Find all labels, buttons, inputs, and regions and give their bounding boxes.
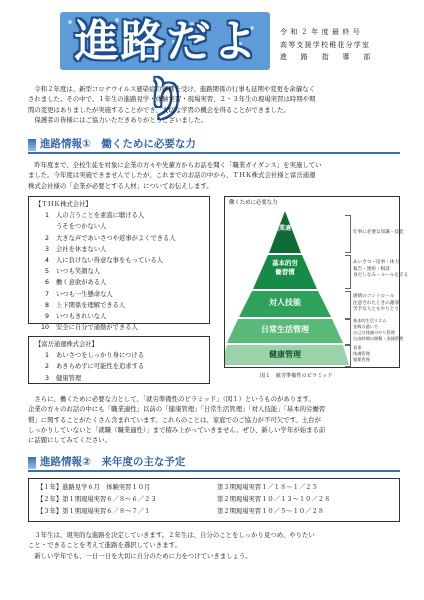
list-item-text: 会社を休まない人 <box>56 245 107 253</box>
pyramid-label-5: 健康管理 <box>269 350 301 359</box>
schedule-right: 第２期現場実習１０／１３～１０／２８ <box>217 495 331 503</box>
closing-line: ３年生は、現実的な進路を決定していきます。２年生は、自分のことをしっかり見つめ、やりたい <box>28 531 315 539</box>
list-item <box>35 350 209 361</box>
list-item-text: いつも一生懸命な人 <box>56 290 113 298</box>
schedule-left: 【１年】進路見学６月 体験実習１０月 <box>37 484 151 491</box>
list-item <box>35 311 209 322</box>
bracket-1 <box>345 215 351 253</box>
list-item-number: 7 <box>44 290 49 298</box>
issue-line: 令和２年度最終号 <box>280 28 364 36</box>
list-item <box>35 322 209 333</box>
list-item-number: 8 <box>44 301 49 309</box>
bracket-3 <box>345 291 351 319</box>
schedule-box <box>28 478 400 522</box>
section-header-1 <box>28 136 400 154</box>
list-item <box>35 266 209 277</box>
schedule-left: 【２年】第１期現場実習６／８～６／２３ <box>37 495 157 503</box>
list-item <box>35 244 209 255</box>
pyramid-label-2: 基本的労働習慣 <box>272 259 298 276</box>
list-item-text: あいさつをしっかり身につける <box>56 352 145 360</box>
intro-line: されました。その中で、１年生の進路見学・体験実習・現場実習、２・３年生の現場実習は時期や期 <box>28 95 316 104</box>
pyramid-note-1: 仕事に必要な知識・技能 <box>353 230 404 235</box>
schedule-right: 第３期現場実習１／１８～１／２５ <box>217 484 318 491</box>
list-item-number: 5 <box>44 268 49 276</box>
list-item <box>35 277 209 288</box>
section1-after <box>28 394 400 445</box>
after-line: 企業の方々のお話の中にも「職業適性」以前の「健康管理」「日常生活管理」「対人技能」「基本的労働習 <box>28 405 326 414</box>
pyramid-note-3: 感情のコントロール 注意されたときの謝罪 苦手な人ともやりとり <box>353 294 399 313</box>
issue-line: 進 路 指 導 部 <box>280 53 374 61</box>
pyramid-label-1: 職業適性 <box>273 225 298 232</box>
list-item <box>35 233 209 244</box>
newsletter-title: 進路だより <box>74 16 259 125</box>
list-item-number: 3 <box>44 245 49 253</box>
list-item <box>35 300 209 311</box>
pyramid-svg <box>225 197 404 369</box>
bracket-4 <box>345 319 351 345</box>
list-item <box>35 255 209 266</box>
closing-line: 新しい学年でも、一日一日を大切に自分のために力をつけていきましょう。 <box>28 551 252 560</box>
list-item-number: 3 <box>44 374 49 382</box>
issue-info <box>280 26 390 64</box>
list-item-text: 人の言うことを素直に聴ける人 <box>56 212 145 220</box>
thk-list-box <box>28 196 210 332</box>
fugaku-heading: 【富岳通運株式会社】 <box>35 341 98 348</box>
closing-line: こと・できることを考えて進路を選択していきます。 <box>28 541 181 550</box>
intro-line: 令和２年度は、新型コロナウイルス感染症の影響を受け、進路関係の行事も延期や変更を余儀なく <box>28 85 315 93</box>
bracket-5 <box>345 345 351 367</box>
schedule-row <box>37 506 399 518</box>
schedule-left: 【３年】第１期現場実習６／８～７／１ <box>37 507 151 515</box>
list-item-number: 10 <box>40 324 49 332</box>
list-item-number: 1 <box>44 212 49 220</box>
pyramid-note-4: 基本的生活リズム 金銭の遣い方 自己の体調のやり管理 自由時間の移動・金銭管理 <box>353 318 404 341</box>
thk-heading: 【ＴＨＫ株式会社】 <box>35 201 92 208</box>
after-line: に話題にしてみてください。 <box>28 436 112 445</box>
section1-line: ました。今年度は実施できませんでしたが、これまでのお話の中から、ＴＨＫ株式会社様と富岳通運 <box>28 171 316 180</box>
list-item-number: 4 <box>44 257 49 265</box>
intro-line: 間の変更はありましたが実施することができ、大切な学習の機会を得ることができました。 <box>28 105 290 114</box>
list-item <box>35 361 209 372</box>
list-item-text: 人に負けない得意な事をもっている人 <box>56 257 164 265</box>
list-item-number: 1 <box>44 352 49 360</box>
list-item-number: 9 <box>44 313 49 321</box>
issue-line: 高等支援学校稚花分学室 <box>280 40 371 49</box>
schedule-right: 第２期現場実習１０／５～１０／２８ <box>217 507 325 515</box>
list-item <box>35 210 209 221</box>
section1-line: 昨年度まで、全校生徒を対象に企業の方々や先輩方からお話を聞く「職業ガイダンス」を実施してい <box>28 161 322 169</box>
list-item-text: 健康管理 <box>56 374 82 382</box>
list-item-text: いつもきれいな人 <box>56 313 107 321</box>
pyramid-caption: 図１ 就労準備性のピラミッド <box>260 373 333 379</box>
schedule-rows <box>37 482 399 517</box>
list-item <box>35 373 209 384</box>
list-item-text: あきらめずに可能性を追求する <box>56 363 145 371</box>
list-item-text: いつも笑顔な人 <box>56 268 101 276</box>
list-item <box>35 221 209 232</box>
pyramid-note-5: 食事 体調管理 服薬管理 <box>353 345 370 362</box>
section-bullet-icon <box>28 457 36 469</box>
list-item-text: 働く意欲がある人 <box>56 279 107 287</box>
fugaku-list-box <box>28 336 210 384</box>
section1-intro <box>28 160 400 191</box>
fugaku-items <box>35 350 209 384</box>
list-item-number: 6 <box>44 279 49 287</box>
section2-closing <box>28 530 400 561</box>
pyramid-figure-box <box>224 196 409 368</box>
after-line: しっかりしていないと「就職（職業適性）」まで積み上がっていきません。ぜひ、新しい学年が始まる前 <box>28 425 326 434</box>
list-item-number: 2 <box>44 234 49 242</box>
schedule-row <box>37 482 399 494</box>
intro-line: 保護者の皆様にはご協力いただきありがとうございました。 <box>28 115 207 124</box>
list-item-text: 上下関係を理解できる人 <box>56 301 126 309</box>
after-line: 慣」に関することがたくさん含まれています。これらのことは、家庭でのご協力が不可欠です。土台が <box>28 415 321 424</box>
list-item-text: うそをつかない人 <box>56 223 107 231</box>
pyramid-label-3: 対人技能 <box>269 298 301 307</box>
list-item-number: 2 <box>44 363 49 371</box>
pyramid-label-4: 日常生活管理 <box>261 325 309 334</box>
section-title: 進路情報② 来年度の主な予定 <box>40 456 186 468</box>
schedule-row <box>37 494 399 506</box>
intro-text <box>28 84 400 125</box>
section-bullet-icon <box>28 139 36 151</box>
section1-line: 株式会社様の「企業が必要とする人材」についてお伝えします。 <box>28 181 213 190</box>
thk-items <box>35 210 209 333</box>
pyramid-note-2: あいさつ・返事・体力 報告・連絡・相談 身だしなみ・ルールを守る <box>353 260 409 279</box>
list-item <box>35 289 209 300</box>
bracket-2 <box>345 255 351 289</box>
after-line: さらに、働くために必要な力として、「就労準備性のピラミッド」（図１）というものがあります。 <box>28 395 315 403</box>
section-header-2 <box>28 454 400 472</box>
pyramid-box-title: 働くために必要な力 <box>229 200 278 206</box>
list-item-text: 安全に自分で通勤ができる人 <box>56 324 138 332</box>
section-title: 進路情報① 働くために必要な力 <box>40 138 196 150</box>
list-item-text: 大きな声であいさつや返事がよくできる人 <box>56 234 176 242</box>
